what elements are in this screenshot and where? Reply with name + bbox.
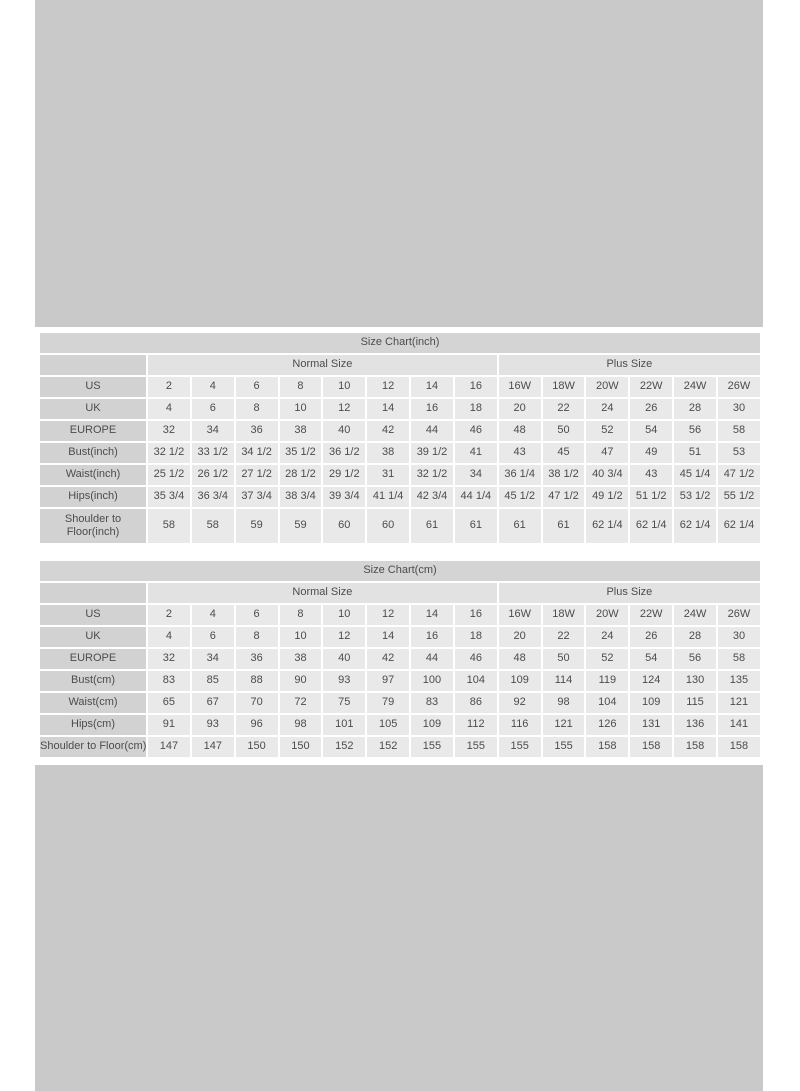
size-cell: 38 3/4	[280, 487, 322, 507]
size-cell: 158	[718, 737, 760, 757]
size-cell: 39 1/2	[411, 443, 453, 463]
row-label: EUROPE	[40, 421, 146, 441]
size-cell: 8	[236, 399, 278, 419]
size-cell: 12	[367, 377, 409, 397]
size-cell: 4	[148, 627, 190, 647]
size-cell: 36	[236, 421, 278, 441]
size-cell: 46	[455, 421, 497, 441]
size-cell: 116	[499, 715, 541, 735]
size-cell: 26	[630, 399, 672, 419]
table-row	[40, 421, 760, 441]
size-cell: 65	[148, 693, 190, 713]
size-cell: 135	[718, 671, 760, 691]
size-cell: 48	[499, 421, 541, 441]
size-cell: 79	[367, 693, 409, 713]
size-cell: 52	[586, 421, 628, 441]
row-label: Hips(cm)	[40, 715, 146, 735]
size-cell: 93	[192, 715, 234, 735]
size-cell: 37 3/4	[236, 487, 278, 507]
size-cell: 4	[192, 605, 234, 625]
table-row	[40, 399, 760, 419]
size-cell: 39 3/4	[323, 487, 365, 507]
size-cell: 121	[543, 715, 585, 735]
row-label: UK	[40, 399, 146, 419]
size-cell: 34	[192, 421, 234, 441]
size-cell: 36 3/4	[192, 487, 234, 507]
size-cell: 88	[236, 671, 278, 691]
size-cell: 75	[323, 693, 365, 713]
size-cell: 44	[411, 649, 453, 669]
size-cell: 131	[630, 715, 672, 735]
size-cell: 98	[543, 693, 585, 713]
size-cell: 28	[674, 399, 716, 419]
size-cell: 16W	[499, 377, 541, 397]
size-table-inch	[38, 331, 762, 545]
size-cell: 34 1/2	[236, 443, 278, 463]
size-cell: 86	[455, 693, 497, 713]
size-cell: 47 1/2	[543, 487, 585, 507]
row-label: Waist(inch)	[40, 465, 146, 485]
row-label: Shoulder to Floor(cm)	[40, 737, 146, 757]
size-cell: 52	[586, 649, 628, 669]
size-cell: 34	[192, 649, 234, 669]
row-label: US	[40, 377, 146, 397]
size-cell: 61	[543, 509, 585, 543]
size-cell: 58	[718, 421, 760, 441]
size-cell: 14	[367, 627, 409, 647]
size-cell: 91	[148, 715, 190, 735]
size-cell: 16W	[499, 605, 541, 625]
size-cell: 43	[499, 443, 541, 463]
size-cell: 56	[674, 649, 716, 669]
size-cell: 18	[455, 399, 497, 419]
size-cell: 18W	[543, 605, 585, 625]
size-cell: 59	[280, 509, 322, 543]
size-cell: 62 1/4	[674, 509, 716, 543]
size-cell: 26 1/2	[192, 465, 234, 485]
table-row	[40, 377, 760, 397]
table-row	[40, 737, 760, 757]
size-cell: 45 1/2	[499, 487, 541, 507]
size-cell: 38 1/2	[543, 465, 585, 485]
size-cell: 50	[543, 649, 585, 669]
size-cell: 36 1/2	[323, 443, 365, 463]
size-cell: 105	[367, 715, 409, 735]
size-cell: 38	[280, 649, 322, 669]
corner-cell	[40, 355, 146, 375]
size-cell: 61	[455, 509, 497, 543]
size-cell: 126	[586, 715, 628, 735]
size-cell: 155	[499, 737, 541, 757]
group-header-plus: Plus Size	[499, 355, 760, 375]
size-cell: 112	[455, 715, 497, 735]
size-cell: 30	[718, 627, 760, 647]
size-cell: 36 1/4	[499, 465, 541, 485]
size-cell: 53 1/2	[674, 487, 716, 507]
size-cell: 40 3/4	[586, 465, 628, 485]
size-cell: 40	[323, 421, 365, 441]
size-cell: 58	[192, 509, 234, 543]
size-cell: 24W	[674, 605, 716, 625]
size-cell: 6	[236, 605, 278, 625]
size-cell: 12	[367, 605, 409, 625]
size-cell: 4	[192, 377, 234, 397]
table-row	[40, 649, 760, 669]
table-row	[40, 671, 760, 691]
size-cell: 61	[499, 509, 541, 543]
size-cell: 12	[323, 399, 365, 419]
size-cell: 115	[674, 693, 716, 713]
table-row	[40, 509, 760, 543]
size-cell: 56	[674, 421, 716, 441]
size-cell: 62 1/4	[718, 509, 760, 543]
size-cell: 14	[411, 605, 453, 625]
size-cell: 16	[411, 399, 453, 419]
size-cell: 96	[236, 715, 278, 735]
size-cell: 97	[367, 671, 409, 691]
group-header-row	[40, 355, 760, 375]
size-cell: 41	[455, 443, 497, 463]
size-cell: 6	[192, 399, 234, 419]
size-cell: 48	[499, 649, 541, 669]
size-cell: 22W	[630, 377, 672, 397]
row-label: Hips(inch)	[40, 487, 146, 507]
size-cell: 32	[148, 421, 190, 441]
size-cell: 6	[192, 627, 234, 647]
size-table-cm	[38, 559, 762, 759]
size-cell: 22	[543, 399, 585, 419]
size-cell: 41 1/4	[367, 487, 409, 507]
size-cell: 33 1/2	[192, 443, 234, 463]
size-cell: 150	[236, 737, 278, 757]
table-row	[40, 443, 760, 463]
size-cell: 54	[630, 421, 672, 441]
row-label: EUROPE	[40, 649, 146, 669]
size-cell: 49 1/2	[586, 487, 628, 507]
size-cell: 32 1/2	[148, 443, 190, 463]
size-cell: 47 1/2	[718, 465, 760, 485]
row-label: Bust(cm)	[40, 671, 146, 691]
size-cell: 2	[148, 605, 190, 625]
size-cell: 24	[586, 399, 628, 419]
size-cell: 42	[367, 421, 409, 441]
size-cell: 155	[411, 737, 453, 757]
size-cell: 141	[718, 715, 760, 735]
size-cell: 155	[455, 737, 497, 757]
size-cell: 49	[630, 443, 672, 463]
size-cell: 109	[630, 693, 672, 713]
size-cell: 130	[674, 671, 716, 691]
size-cell: 30	[718, 399, 760, 419]
size-cell: 43	[630, 465, 672, 485]
size-cell: 61	[411, 509, 453, 543]
product-image-placeholder-top	[35, 0, 763, 327]
size-cell: 46	[455, 649, 497, 669]
row-label: UK	[40, 627, 146, 647]
group-header-row	[40, 583, 760, 603]
size-cell: 114	[543, 671, 585, 691]
size-cell: 6	[236, 377, 278, 397]
size-cell: 51 1/2	[630, 487, 672, 507]
size-cell: 12	[323, 627, 365, 647]
size-cell: 14	[411, 377, 453, 397]
size-cell: 14	[367, 399, 409, 419]
size-cell: 4	[148, 399, 190, 419]
size-cell: 53	[718, 443, 760, 463]
size-cell: 150	[280, 737, 322, 757]
size-cell: 8	[280, 605, 322, 625]
size-cell: 83	[148, 671, 190, 691]
size-cell: 121	[718, 693, 760, 713]
size-cell: 28 1/2	[280, 465, 322, 485]
size-cell: 32	[148, 649, 190, 669]
size-cell: 158	[630, 737, 672, 757]
table-row	[40, 627, 760, 647]
size-cell: 58	[718, 649, 760, 669]
size-cell: 58	[148, 509, 190, 543]
size-cell: 27 1/2	[236, 465, 278, 485]
size-cell: 104	[455, 671, 497, 691]
size-cell: 16	[455, 377, 497, 397]
row-label: US	[40, 605, 146, 625]
size-cell: 119	[586, 671, 628, 691]
size-cell: 90	[280, 671, 322, 691]
row-label: Waist(cm)	[40, 693, 146, 713]
group-header-normal: Normal Size	[148, 355, 497, 375]
table-title-row	[40, 561, 760, 581]
size-cell: 2	[148, 377, 190, 397]
size-cell: 55 1/2	[718, 487, 760, 507]
size-cell: 100	[411, 671, 453, 691]
size-cell: 44 1/4	[455, 487, 497, 507]
size-cell: 34	[455, 465, 497, 485]
size-cell: 158	[586, 737, 628, 757]
size-cell: 62 1/4	[586, 509, 628, 543]
size-cell: 62 1/4	[630, 509, 672, 543]
size-cell: 38	[280, 421, 322, 441]
size-cell: 10	[280, 627, 322, 647]
size-cell: 104	[586, 693, 628, 713]
size-cell: 38	[367, 443, 409, 463]
size-cell: 20W	[586, 605, 628, 625]
size-cell: 67	[192, 693, 234, 713]
table-row	[40, 715, 760, 735]
size-cell: 32 1/2	[411, 465, 453, 485]
size-cell: 28	[674, 627, 716, 647]
size-cell: 155	[543, 737, 585, 757]
size-cell: 158	[674, 737, 716, 757]
size-cell: 22W	[630, 605, 672, 625]
size-cell: 20	[499, 627, 541, 647]
size-cell: 45 1/4	[674, 465, 716, 485]
table-row	[40, 487, 760, 507]
size-cell: 60	[323, 509, 365, 543]
size-cell: 93	[323, 671, 365, 691]
size-cell: 44	[411, 421, 453, 441]
size-cell: 8	[280, 377, 322, 397]
size-cell: 101	[323, 715, 365, 735]
size-cell: 124	[630, 671, 672, 691]
group-header-normal: Normal Size	[148, 583, 497, 603]
table-row	[40, 465, 760, 485]
size-cell: 59	[236, 509, 278, 543]
size-cell: 152	[367, 737, 409, 757]
corner-cell	[40, 583, 146, 603]
table-title: Size Chart(cm)	[40, 561, 760, 581]
size-cell: 26W	[718, 605, 760, 625]
size-cell: 42	[367, 649, 409, 669]
size-cell: 47	[586, 443, 628, 463]
size-cell: 83	[411, 693, 453, 713]
size-cell: 147	[148, 737, 190, 757]
size-cell: 8	[236, 627, 278, 647]
size-cell: 60	[367, 509, 409, 543]
size-cell: 22	[543, 627, 585, 647]
size-cell: 51	[674, 443, 716, 463]
size-cell: 31	[367, 465, 409, 485]
size-cell: 42 3/4	[411, 487, 453, 507]
size-cell: 40	[323, 649, 365, 669]
size-cell: 45	[543, 443, 585, 463]
size-cell: 109	[411, 715, 453, 735]
table-row	[40, 693, 760, 713]
size-cell: 85	[192, 671, 234, 691]
size-cell: 147	[192, 737, 234, 757]
size-cell: 35 1/2	[280, 443, 322, 463]
size-cell: 24W	[674, 377, 716, 397]
size-cell: 16	[455, 605, 497, 625]
size-cell: 92	[499, 693, 541, 713]
size-cell: 26	[630, 627, 672, 647]
size-cell: 26W	[718, 377, 760, 397]
size-cell: 72	[280, 693, 322, 713]
table-title-row	[40, 333, 760, 353]
size-cell: 98	[280, 715, 322, 735]
size-cell: 70	[236, 693, 278, 713]
size-cell: 10	[323, 605, 365, 625]
size-cell: 18W	[543, 377, 585, 397]
row-label: Bust(inch)	[40, 443, 146, 463]
size-cell: 20W	[586, 377, 628, 397]
row-label: Shoulder to Floor(inch)	[40, 509, 146, 543]
size-cell: 20	[499, 399, 541, 419]
size-cell: 54	[630, 649, 672, 669]
product-image-placeholder-bottom	[35, 765, 763, 1091]
size-cell: 25 1/2	[148, 465, 190, 485]
size-cell: 50	[543, 421, 585, 441]
size-cell: 36	[236, 649, 278, 669]
size-cell: 136	[674, 715, 716, 735]
group-header-plus: Plus Size	[499, 583, 760, 603]
table-row	[40, 605, 760, 625]
table-title: Size Chart(inch)	[40, 333, 760, 353]
size-cell: 16	[411, 627, 453, 647]
size-cell: 18	[455, 627, 497, 647]
size-cell: 109	[499, 671, 541, 691]
size-cell: 152	[323, 737, 365, 757]
size-cell: 10	[323, 377, 365, 397]
size-cell: 10	[280, 399, 322, 419]
size-cell: 29 1/2	[323, 465, 365, 485]
size-cell: 35 3/4	[148, 487, 190, 507]
size-cell: 24	[586, 627, 628, 647]
